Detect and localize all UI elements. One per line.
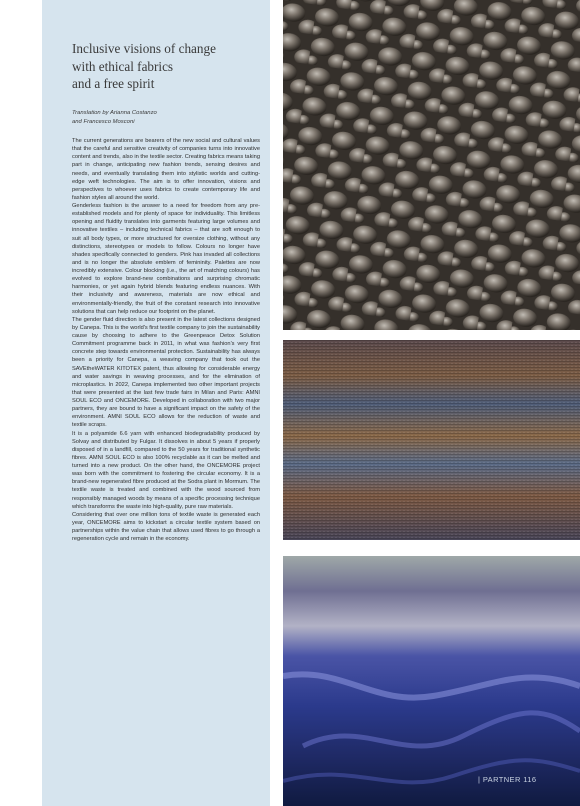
page-footer — [478, 775, 536, 784]
fabric-photo-metallic — [283, 0, 580, 330]
title-line: with ethical fabrics — [72, 58, 174, 74]
fabric-photo-woven-image — [283, 340, 580, 540]
article-body — [72, 137, 260, 543]
body-paragraph: The current generations are bearers of the new social and cultural values that the careful and sensitive creativity of companies turns into innovative content and trends, also in the textile sector. Creating fabrics means taking part in change, anticipating new fashion trends, sensing desires and needs, and eventually translating them into stylistic worlds and cutting-edge weft technologies. The aim is to offer innovation, visions and perspectives to whoever uses fabrics to create contemporary life and fashion styles all around the world. — [72, 138, 260, 201]
body-paragraph: It is a polyamide 6.6 yarn with enhanced biodegradability produced by Solvay and distributed by Fulgar. It dissolves in about 5 years if properly disposed of in a landfill, compared to the 50 years for traditional synthetic fibres. AMNI SOUL ECO is also 100% recyclable as it can be melted and turned into a new product. On the other hand, the ONCEMORE project was born with the commitment to fostering the circular economy. It is a brand-new regenerated fibre produced at the Sodra plant in Mormum. The textile waste is treated and combined with the wood sourced from responsibly managed woods by means of a specific processing technique which transforms the waste into high-quality, pure raw materials. — [72, 430, 260, 510]
translation-line: Translation by Arianna Costanzo — [72, 110, 157, 116]
footer-section-label: | PARTNER — [478, 775, 521, 784]
fabric-photo-velvet — [283, 556, 580, 806]
fabric-photo-velvet-image — [283, 556, 580, 806]
page-number: 116 — [523, 775, 537, 784]
fabric-photo-woven — [283, 340, 580, 540]
body-paragraph: The gender fluid direction is also present in the latest collections designed by Canepa. This is the world's first textile company to join the sustainability cause by choosing to adhere to the Greenpeace Detox Solution Commitment programme back in 2011, in what was fashion's very first concrete step towards environmental protection. Sustainability has always been a priority for Canepa, a weaving company that took out the SAVEtheWATER KITOTEX patent, thus allowing for considerable energy and water savings in weaving processes, and for the elimination of microplastics. In 2022, Canepa implemented two other important projects that were presented at the last few trade fairs in Milan and Paris: AMNI SOUL ECO and ONCEMORE. Developed in collaboration with two major partners, they are bound to have a significant impact on the safety of the environment. AMNI SOUL ECO allows for the reduction of waste and textile scraps. — [72, 316, 260, 429]
translation-credit — [72, 109, 262, 126]
body-paragraph: Considering that over one million tons of textile waste is generated each year, ONCEMORE aims to kickstart a circular textile system based on partnerships within the value chain that allows used fibres to go through a regeneration cycle and remain in the economy. — [72, 511, 260, 543]
body-paragraph: Genderless fashion is the answer to a need for freedom from any pre-established models and for plenty of space for individuality. This limitless opening and fluidity translates into garments featuring large volumes and innovative textiles – including technical fabrics – that are soft enough to suit all body types, or more structured for oversize clothing, without any distinctions, stereotypes or models to follow. Colours no longer have shades specifically connected to genders. Pink has invaded all collections and is no longer the absolute emblem of femininity. Palettes are now incredibly extensive. Colour blocking (i.e., the art of matching colours) has evolved to explore brand-new combinations and surprising chromatic harmonies, or yet again hybrid blends featuring endless nuances. With their inclusivity and awareness, materials are now ethical and environmentally-friendly, the fruit of the constant research into innovative solutions that can help reduce our footprint on the planet. — [72, 203, 260, 315]
fabric-photo-metallic-image — [283, 0, 580, 330]
title-line: Inclusive visions of change — [72, 41, 216, 56]
article-title — [72, 40, 262, 93]
title-line: and a free spirit — [72, 76, 155, 91]
translation-line: and Francesco Mosconi — [72, 118, 135, 125]
